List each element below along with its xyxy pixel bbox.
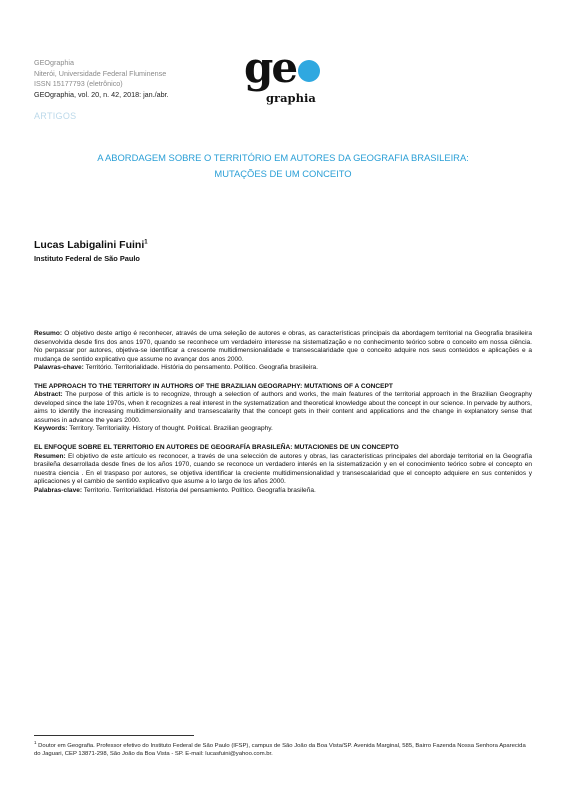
logo-dot: [298, 60, 320, 82]
keywords-es: Territorio. Territorialidad. Historia del pensamiento. Político. Geografía brasileña.: [83, 486, 316, 494]
journal-issn: ISSN 15177793 (eletrônico): [34, 79, 123, 88]
logo-ge-text: ge: [244, 43, 297, 92]
abstract-pt: [34, 330, 532, 373]
author-name-text: Lucas Labigalini Fuini: [34, 239, 145, 251]
abstract-es-heading: EL ENFOQUE SOBRE EL TERRITORIO EN AUTORES DE GEOGRAFÍA BRASILEÑA: MUTACIONES DE UN CONCEPTO: [34, 444, 399, 452]
footnote-mark: 1: [34, 740, 37, 745]
author-affiliation: Instituto Federal de São Paulo: [34, 254, 140, 263]
section-label: ARTIGOS: [34, 111, 77, 121]
abstract-pt-text: O objetivo deste artigo é reconhecer, através de uma seleção de autores e obras, as características principais da abordagem territorial na Geografia brasileira desenvolvida desde fins dos anos 1970, quando se reconhece um verdadeiro interesse na sistematização e no conhecimento teórico sobre o conceito em nossa ciência. No perpassar por autores, objetiva-se identificar a crescente multidimensionalidade e transescalaridade que o conceito adquire nos seus conteúdos e aplicações e a mudança de sentido explicativo que assume no avançar dos anos 2000.: [34, 330, 532, 363]
footnote-text: Doutor em Geografia. Professor efetivo do Instituto Federal de São Paulo (IFSP), campus de São João da Boa Vista/SP. Avenida Marginal, 585, Bairro Fazenda Nossa Senhora Aparecida do Jaguari, CEP 13871-298, São João da Boa Vista - SP. E-mail: lucasfuini@yahoo.com.br.: [34, 742, 526, 757]
author-footnote-mark: 1: [144, 239, 148, 246]
journal-issue: GEOgraphia, vol. 20, n. 42, 2018: jan./abr.: [34, 89, 169, 99]
journal-name: GEOgraphia: [34, 58, 74, 67]
abstract-en-text: The purpose of this article is to recognize, through a selection of authors and works, the main features of the territorial approach in the Brazilian Geography developed since the late 1970s, when it recognizes a real interest in the systematization and theoretical knowledge about the concept in our science. In pervade by authors, aims to identify the increasing multidimensionality and transescalarity that the concept gets in their content and applications and the change in explanatory sense that assumes in advance the years 2000.: [34, 391, 532, 424]
logo-graphia-text: graphia: [266, 91, 316, 105]
keywords-es-label: Palabras-clave:: [34, 486, 83, 494]
abstract-pt-label: Resumo:: [34, 330, 63, 337]
keywords-pt: Território. Territorialidade. História do pensamento. Político. Geografia brasileira.: [85, 364, 318, 372]
author-name: [34, 239, 148, 251]
abstract-en-heading: THE APPROACH TO THE TERRITORY IN AUTHORS OF THE BRAZILIAN GEOGRAPHY: MUTATIONS OF A CONCEPT: [34, 382, 393, 390]
abstract-es-text: El objetivo de este artículo es reconocer, a través de una selección de autores y obras, las características principales del abordaje territorial en la Geografía brasileña desarrollada desde fines de los años 1970, cuando se reconoce un verdadero interés en la sistematización y en el conocimiento teórico sobre el concepto en nuestra ciencia . En el traspaso por autores, se objetiva identificar la creciente multidimensionalidad y transescalaridad que el concepto adquiere en sus contenidos y aplicaciones y el cambio de sentido explicativo que asume a lo largo de los años 2000.: [34, 452, 532, 486]
keywords-en: Territory. Territoriality. History of thought. Political. Brazilian geography.: [69, 425, 273, 433]
footnote: [34, 739, 532, 758]
abstract-es: [34, 444, 532, 495]
abstract-en-label: Abstract:: [34, 391, 63, 399]
keywords-en-label: Keywords:: [34, 425, 68, 433]
abstract-en: [34, 383, 532, 434]
journal-place: Niterói, Universidade Federal Fluminense: [34, 68, 167, 78]
article-title-line-2: MUTAÇÕES DE UM CONCEITO: [214, 168, 352, 179]
footnote-divider: [34, 735, 194, 736]
keywords-pt-label: Palavras-chave:: [34, 364, 84, 372]
journal-logo: [244, 43, 330, 110]
article-title: [40, 150, 526, 182]
journal-info: [34, 58, 169, 100]
abstracts: [34, 330, 532, 505]
abstract-es-label: Resumen:: [34, 452, 66, 460]
article-title-line-1: A ABORDAGEM SOBRE O TERRITÓRIO EM AUTORES DA GEOGRAFIA BRASILEIRA:: [97, 152, 469, 163]
